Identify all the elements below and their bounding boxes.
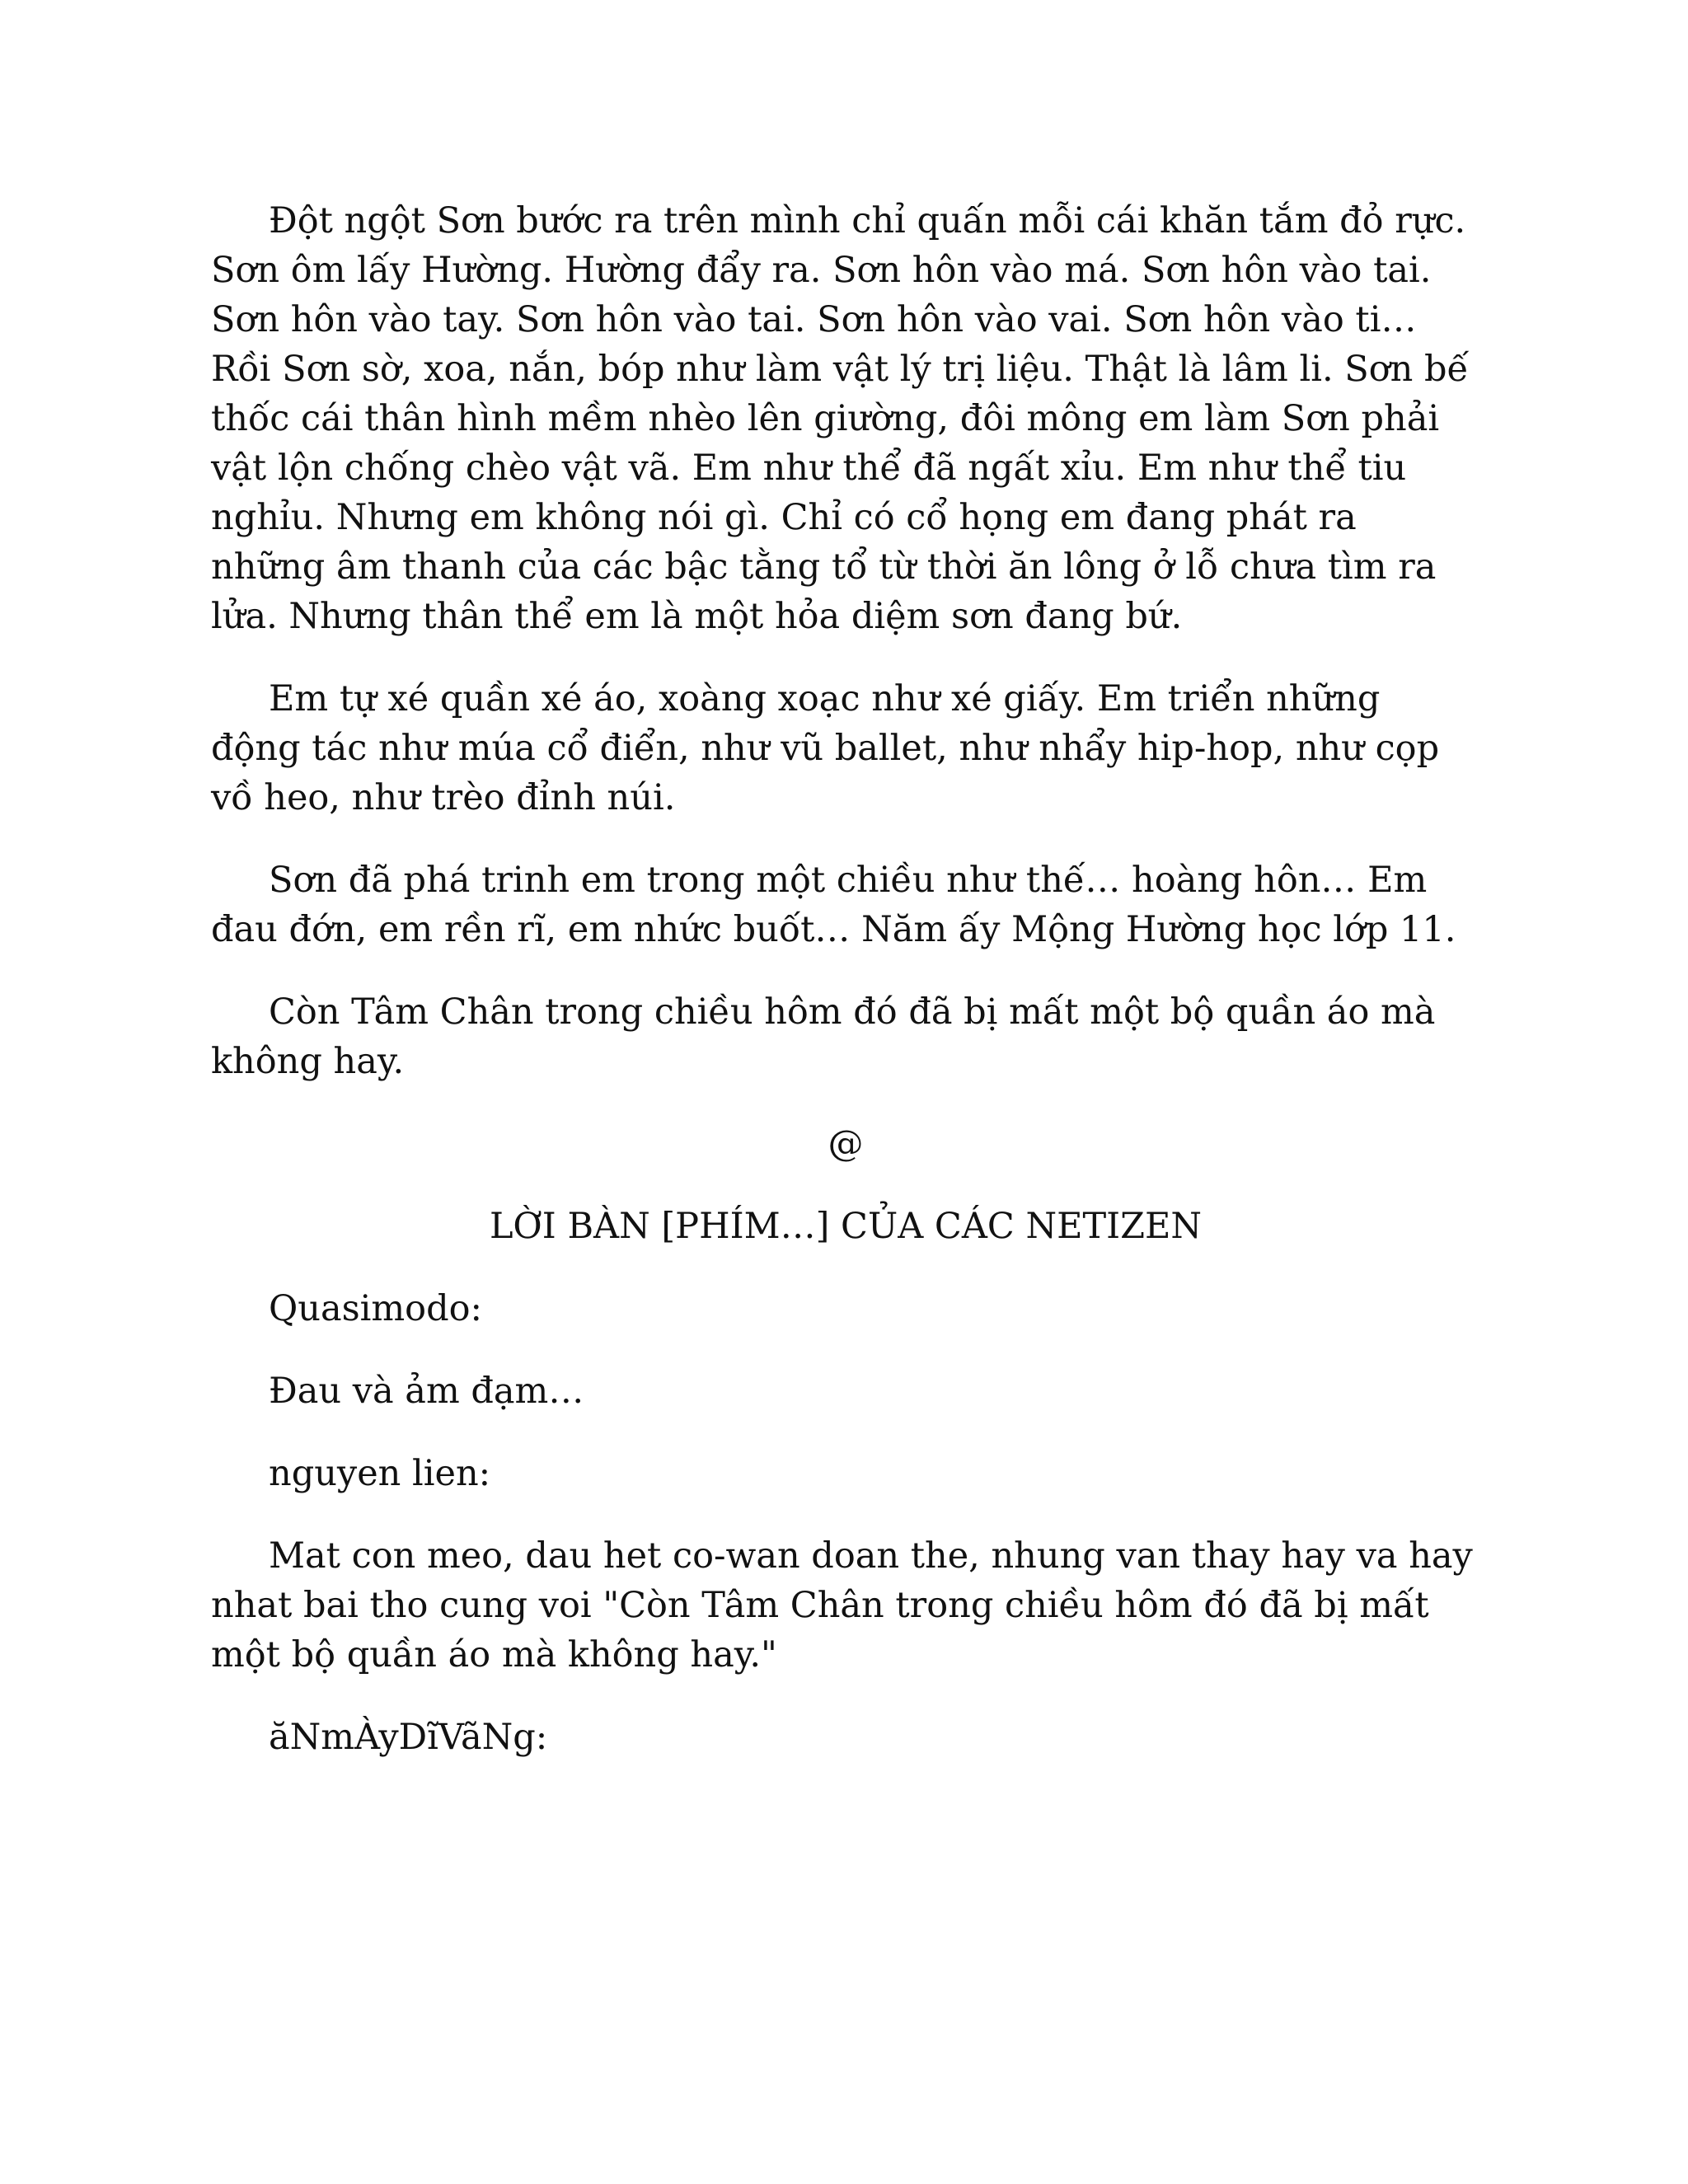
comment-text: Đau và ảm đạm… (269, 1371, 584, 1412)
story-paragraph: Em tự xé quần xé áo, xoàng xoạc như xé giấy. Em triển những động tác như múa cổ điển, như vũ ballet, như nhẩy hip-hop, như cọp vồ heo, như trèo đỉnh núi. (211, 678, 1440, 818)
section-title: LỜI BÀN [PHÍM…] CỦA CÁC NETIZEN (489, 1206, 1203, 1247)
comment-text: Mat con meo, dau het co-wan doan the, nhung van thay hay va hay nhat bai tho cung voi "Còn Tâm Chân trong chiều hôm đó đã bị mất một bộ quần áo mà không hay." (211, 1535, 1473, 1675)
comment-author: ăNmÀyDĩVãNg: (269, 1717, 548, 1758)
document-page (211, 196, 1480, 1795)
story-paragraph: Sơn đã phá trinh em trong một chiều như thế… hoàng hôn… Em đau đớn, em rền rĩ, em nhức buốt… Năm ấy Mộng Hường học lớp 11. (211, 860, 1456, 950)
comment-author: nguyen lien: (269, 1453, 491, 1494)
story-paragraph: Đột ngột Sơn bước ra trên mình chỉ quấn mỗi cái khăn tắm đỏ rực. Sơn ôm lấy Hường. Hường đẩy ra. Sơn hôn vào má. Sơn hôn vào tai. Sơn hôn vào tay. Sơn hôn vào tai. Sơn hôn vào vai. Sơn hôn vào ti… Rồi Sơn sờ, xoa, nắn, bóp như làm vật lý trị liệu. Thật là lâm li. Sơn bế thốc cái thân hình mềm nhèo lên giường, đôi mông em làm Sơn phải vật lộn chống chèo vật vã. Em như thể đã ngất xỉu. Em như thể tiu nghỉu. Nhưng em không nói gì. Chỉ có cổ họng em đang phát ra những âm thanh của các bậc tằng tổ từ thời ăn lông ở lỗ chưa tìm ra lửa. Nhưng thân thể em là một hỏa diệm sơn đang bứ. (211, 200, 1469, 637)
story-paragraph: Còn Tâm Chân trong chiều hôm đó đã bị mất một bộ quần áo mà không hay. (211, 991, 1436, 1082)
comment-author: Quasimodo: (269, 1288, 482, 1329)
section-separator: @ (828, 1123, 864, 1165)
